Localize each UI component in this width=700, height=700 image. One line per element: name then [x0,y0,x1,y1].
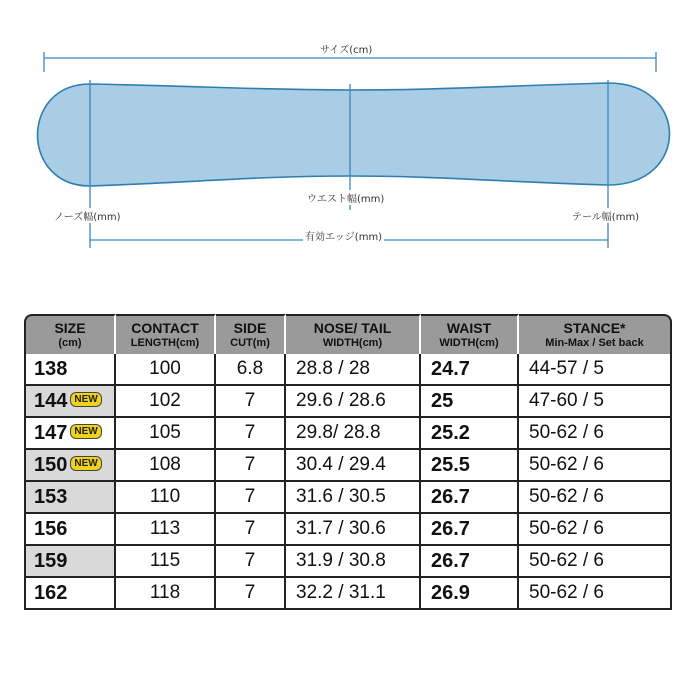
cell-stance-text: 50-62 / 6 [529,582,604,603]
table-row [24,546,672,578]
cell-stance [519,482,672,514]
cell-contact-length-text: 118 [149,582,181,603]
cell-contact-length [116,482,216,514]
table-row [24,386,672,418]
cell-side-cut-text: 7 [244,582,256,603]
cell-contact-length [116,514,216,546]
cell-size [24,514,116,546]
cell-nose-tail-width-text: 32.2 / 31.1 [296,582,386,603]
effective-edge-label: 有効エッジ(mm) [303,228,384,243]
cell-nose-tail-width [286,482,421,514]
cell-nose-tail-width-text: 29.6 / 28.6 [296,390,386,411]
cell-contact-length-text: 108 [149,454,181,475]
table-row [24,354,672,386]
header-contact-length: CONTACT LENGTH(cm) [116,314,216,354]
cell-contact-length-text: 105 [149,422,181,443]
cell-side-cut [216,482,286,514]
cell-side-cut-text: 7 [244,518,256,539]
cell-waist-width [421,418,519,450]
cell-contact-length-text: 115 [149,550,181,571]
cell-waist-width-text: 26.9 [431,581,470,604]
cell-side-cut-text: 7 [244,486,256,507]
cell-size-text: 150 [34,453,68,476]
cell-stance-text: 50-62 / 6 [529,518,604,539]
new-badge: NEW [70,424,101,439]
cell-size-text: 159 [34,549,68,572]
cell-stance-text: 50-62 / 6 [529,550,604,571]
new-badge: NEW [70,456,101,471]
cell-nose-tail-width [286,546,421,578]
cell-nose-tail-width-text: 29.8/ 28.8 [296,422,381,443]
spec-table [24,314,672,610]
cell-stance-text: 44-57 / 5 [529,358,604,379]
cell-side-cut [216,418,286,450]
cell-size [24,418,116,450]
cell-nose-tail-width [286,418,421,450]
cell-side-cut [216,514,286,546]
cell-size-text: 147 [34,421,68,444]
cell-size [24,482,116,514]
cell-size-text: 153 [34,485,68,508]
cell-contact-length [116,418,216,450]
cell-nose-tail-width [286,354,421,386]
cell-contact-length [116,354,216,386]
cell-stance [519,354,672,386]
cell-stance-text: 47-60 / 5 [529,390,604,411]
cell-waist-width-text: 25.2 [431,421,470,444]
cell-nose-tail-width-text: 28.8 / 28 [296,358,370,379]
cell-stance [519,546,672,578]
board-diagram [0,0,700,260]
cell-side-cut [216,354,286,386]
cell-contact-length [116,386,216,418]
cell-waist-width-text: 26.7 [431,549,470,572]
cell-waist-width-text: 26.7 [431,485,470,508]
cell-contact-length-text: 100 [149,358,181,379]
snowboard-shape [38,83,670,186]
cell-contact-length [116,450,216,482]
nose-width-label: ノーズ幅(mm) [52,208,123,223]
cell-stance-text: 50-62 / 6 [529,454,604,475]
cell-waist-width-text: 25 [431,389,454,412]
cell-stance [519,514,672,546]
cell-side-cut [216,450,286,482]
new-badge: NEW [70,392,101,407]
cell-stance [519,578,672,610]
cell-stance [519,386,672,418]
size-label: サイズ(cm) [318,41,374,56]
cell-nose-tail-width-text: 31.7 / 30.6 [296,518,386,539]
cell-contact-length-text: 110 [149,486,181,507]
cell-waist-width [421,514,519,546]
cell-size-text: 162 [34,581,68,604]
cell-nose-tail-width-text: 31.9 / 30.8 [296,550,386,571]
cell-waist-width [421,450,519,482]
cell-size-text: 156 [34,517,68,540]
table-row [24,514,672,546]
cell-size [24,354,116,386]
cell-side-cut-text: 7 [244,550,256,571]
cell-waist-width [421,386,519,418]
cell-stance [519,418,672,450]
cell-waist-width-text: 25.5 [431,453,470,476]
header-waist-width: WAIST WIDTH(cm) [421,314,519,354]
cell-side-cut [216,546,286,578]
cell-nose-tail-width [286,450,421,482]
cell-nose-tail-width-text: 30.4 / 29.4 [296,454,386,475]
cell-size [24,386,116,418]
cell-size-text: 138 [34,357,68,380]
cell-contact-length-text: 102 [149,390,181,411]
cell-contact-length [116,578,216,610]
header-size: SIZE (cm) [24,314,116,354]
cell-side-cut-text: 6.8 [236,358,264,379]
cell-nose-tail-width-text: 31.6 / 30.5 [296,486,386,507]
cell-side-cut-text: 7 [244,454,256,475]
cell-side-cut-text: 7 [244,390,256,411]
cell-side-cut [216,386,286,418]
table-header-row [24,314,672,354]
cell-size-text: 144 [34,389,68,412]
cell-waist-width [421,578,519,610]
table-row [24,578,672,610]
cell-nose-tail-width [286,578,421,610]
cell-size [24,450,116,482]
table-row [24,418,672,450]
cell-contact-length [116,546,216,578]
cell-size [24,578,116,610]
cell-stance-text: 50-62 / 6 [529,422,604,443]
waist-width-label: ウエスト幅(mm) [305,190,386,205]
cell-nose-tail-width [286,386,421,418]
cell-contact-length-text: 113 [149,518,181,539]
header-stance: STANCE* Min-Max / Set back [519,314,672,354]
cell-stance-text: 50-62 / 6 [529,486,604,507]
cell-waist-width-text: 26.7 [431,517,470,540]
header-nose-tail-width: NOSE/ TAIL WIDTH(cm) [286,314,421,354]
cell-waist-width [421,482,519,514]
header-side-cut: SIDE CUT(m) [216,314,286,354]
tail-width-label: テール幅(mm) [570,208,641,223]
cell-waist-width-text: 24.7 [431,357,470,380]
cell-size [24,546,116,578]
cell-side-cut [216,578,286,610]
cell-waist-width [421,354,519,386]
cell-nose-tail-width [286,514,421,546]
cell-stance [519,450,672,482]
cell-side-cut-text: 7 [244,422,256,443]
cell-waist-width [421,546,519,578]
table-row [24,450,672,482]
table-row [24,482,672,514]
